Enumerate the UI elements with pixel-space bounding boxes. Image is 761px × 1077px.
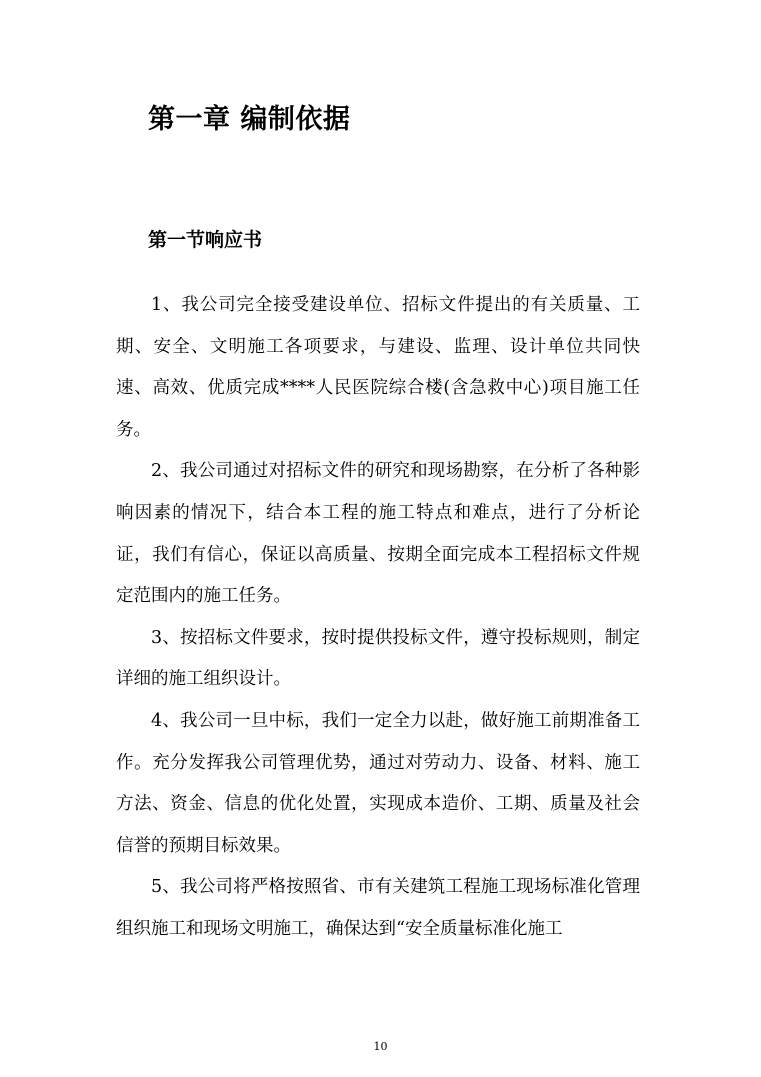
- section-title: 第一节响应书: [148, 229, 263, 251]
- paragraph-4: 4、我公司一旦中标，我们一定全力以赴，做好施工前期准备工作。充分发挥我公司管理优势，通过对劳动力、设备、材料、施工方法、资金、信息的优化处置，实现成本造价、工期、质量及社会信誉的预期目标效果。: [116, 710, 640, 856]
- chapter-title: 第一章 编制依据: [148, 104, 351, 135]
- paragraph-3: 3、按招标文件要求，按时提供投标文件，遵守投标规则，制定详细的施工组织设计。: [116, 627, 640, 690]
- page-number: 10: [373, 1040, 388, 1053]
- body-text: [116, 285, 640, 951]
- paragraph-1: 1、我公司完全接受建设单位、招标文件提出的有关质量、工期、安全、文明施工各项要求，与建设、监理、设计单位共同快速、高效、优质完成****人民医院综合楼(含急救中心)项目施工任务。: [116, 295, 640, 440]
- paragraph-5: 5、我公司将严格按照省、市有关建筑工程施工现场标准化管理组织施工和现场文明施工，确保达到“安全质量标准化施工: [116, 877, 640, 939]
- paragraph-2: 2、我公司通过对招标文件的研究和现场勘察，在分析了各种影响因素的情况下，结合本工程的施工特点和难点，进行了分析论证，我们有信心，保证以高质量、按期全面完成本工程招标文件规定范围内的施工任务。: [116, 461, 640, 607]
